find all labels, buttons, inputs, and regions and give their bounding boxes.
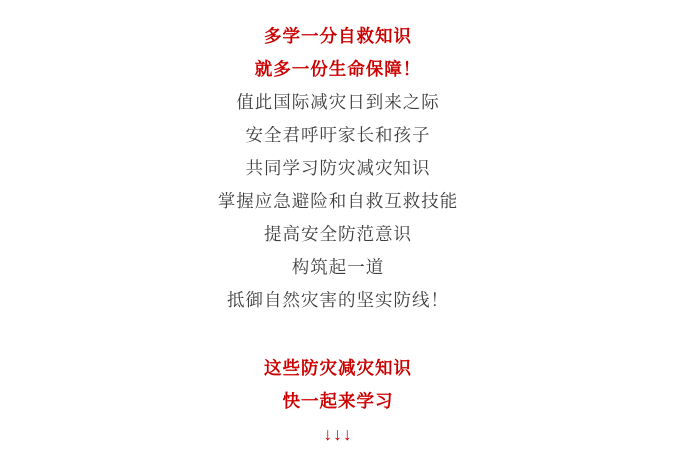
body-line-6: 构筑起一道 (291, 257, 385, 277)
body-line-5: 提高安全防范意识 (264, 224, 412, 244)
body-line-7: 抵御自然灾害的坚实防线！ (227, 290, 449, 310)
body-line-2: 安全君呼吁家长和孩子 (245, 125, 431, 145)
body-line-3: 共同学习防灾减灾知识 (245, 158, 431, 178)
headline-line-2: 就多一份生命保障！ (254, 59, 422, 79)
callout-line-2: 快一起来学习 (282, 391, 394, 411)
headline-line-1: 多学一分自救知识 (264, 26, 412, 46)
callout-block (0, 352, 676, 451)
down-arrows-icon: ↓↓↓ (323, 424, 353, 444)
callout-line-1: 这些防灾减灾知识 (264, 358, 412, 378)
body-line-1: 值此国际减灾日到来之际 (236, 92, 440, 112)
body-line-4: 掌握应急避险和自救互救技能 (217, 191, 459, 211)
intro-block (0, 20, 676, 317)
